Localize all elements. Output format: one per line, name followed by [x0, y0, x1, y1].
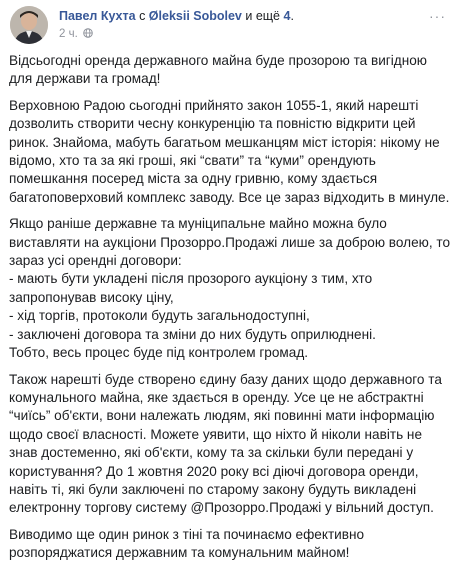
globe-icon[interactable] — [83, 28, 93, 38]
post-header — [0, 0, 460, 48]
post-paragraph: Відсьогодні оренда державного майна буде прозорою та вигідною для держави та громад! — [9, 53, 427, 87]
post-time[interactable]: 2 ч. — [59, 28, 78, 40]
and-text: и ещё — [241, 9, 284, 23]
tagged-user[interactable]: Øleksii Sobolev — [148, 9, 242, 23]
post-meta — [59, 27, 93, 41]
period: . — [290, 9, 294, 23]
post-paragraph: Виводимо ще один ринок з тіні та починаємо ефективно розпоряджатися державним та комунальним майном! — [9, 526, 365, 561]
avatar[interactable] — [10, 6, 48, 44]
more-icon[interactable]: ··· — [429, 8, 446, 24]
author-line — [59, 8, 294, 24]
author-name[interactable]: Павел Кухта — [59, 9, 136, 23]
post-paragraph: Якщо раніше державне та муніципальне майно можна було виставляти на аукціони Прозорро.Продажі лише за доброю волею, то зараз усі орендні договори: - мають бути укладені після прозорого аукціону з тим, хто запропонував високу ціну, - хід торгів, протоколи будуть загальнодоступні, - заключені договора та зміни до них будуть оприлюднені. Тобто, весь процес буде під контролем громад. — [9, 216, 451, 361]
post-paragraph: Верховною Радою сьогодні прийнято закон 1055-1, який нарешті дозволить створити чесну конкуренцію та повністю відкрити цей ринок. Знайома, мабуть багатьом мешканцям міст історія: нікому не відомо, хто та за які гроші, які “свати” та “куми” орендують помешкання посеред міста за одну гривню, кому здається багатоповерховий комплекс заводу. Все це зараз відходить в минуле. — [9, 97, 450, 205]
post-body — [9, 52, 451, 571]
avatar-photo — [10, 6, 48, 44]
others-count[interactable]: 4 — [283, 9, 291, 23]
with-text: с — [135, 9, 149, 23]
post-paragraph: Також нарешті буде створено єдину базу даних щодо державного та комунального майна, яке здається в оренду. Усе це не абстрактні “чиїсь” об'єкти, вони належать людям, які повинні мати інформацію щодо своєї власності. Можете уявити, що ніхто й ніколи навіть не знав достеменно, які об'єкти, кому та за скільки були передані у користування? До 1 жовтня 2020 року всі діючі договора оренди, навіть ті, які були заключені по старому закону будуть викладені електронну торгову систему @Прозорро.Продажі у вільний доступ. — [9, 371, 442, 516]
